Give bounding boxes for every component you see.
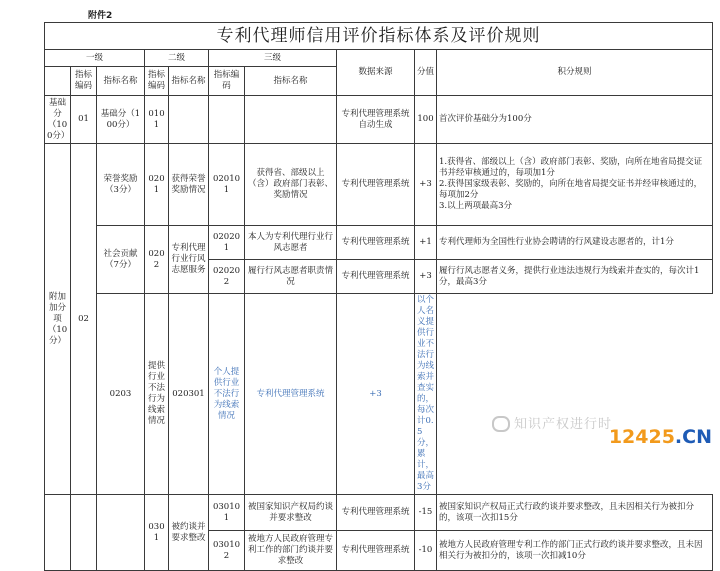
- header-l1-code: 指标编码: [71, 67, 97, 96]
- interview-r2-score: -10: [415, 531, 437, 571]
- interview-r1-desc: 被国家知识产权局约谈并要求整改: [245, 495, 337, 531]
- clue-code-parent: 0203: [97, 294, 145, 495]
- social-r1-code: 020201: [209, 226, 245, 260]
- clue-desc: 个人提供行业不法行为线索情况: [209, 294, 245, 495]
- social-r2-code: 020202: [209, 260, 245, 294]
- social-r1-rule: 专利代理师为全国性行业协会聘请的行风建设志愿者的，计1分: [437, 226, 713, 260]
- header-l3-name: 指标名称: [245, 67, 337, 96]
- l1-category: 基础分（100分）: [45, 96, 71, 144]
- header-source: 数据来源: [337, 50, 415, 96]
- header-l2-name: 指标名称: [169, 67, 209, 96]
- l3-code: [209, 96, 245, 144]
- header-level1: 一级: [45, 50, 145, 67]
- honor-source: 专利代理管理系统: [337, 144, 415, 226]
- interview-r2-desc: 被地方人民政府管理专利工作的部门约谈并要求整改: [245, 531, 337, 571]
- interview-r1-score: -15: [415, 495, 437, 531]
- watermark: 知识产权进行时: [492, 413, 612, 433]
- honor-code: 0201: [145, 144, 169, 226]
- l3-name: [245, 96, 337, 144]
- social-name: 社会贡献（7分）: [97, 226, 145, 294]
- honor-l3-code: 020101: [209, 144, 245, 226]
- clue-source: 专利代理管理系统: [245, 294, 337, 495]
- interview-l1-blank: [45, 495, 71, 571]
- header-level3: 三级: [209, 50, 337, 67]
- score: 100: [415, 96, 437, 144]
- table-row: [45, 144, 713, 226]
- clue-score: +3: [337, 294, 415, 495]
- honor-name: 荣誉奖励（3分）: [97, 144, 145, 226]
- interview-code: 0301: [145, 495, 169, 571]
- honor-l3-name: 获得荣誉奖励情况: [169, 144, 209, 226]
- interview-r2-code: 030102: [209, 531, 245, 571]
- rule: 首次评价基础分为100分: [437, 96, 713, 144]
- social-r2-score: +3: [415, 260, 437, 294]
- header-l3-code: 指标编码: [209, 67, 245, 96]
- table-row: [45, 96, 713, 144]
- social-r2-source: 专利代理管理系统: [337, 260, 415, 294]
- honor-l3-desc: 获得省、部级以上（含）政府部门表彰、奖励情况: [245, 144, 337, 226]
- clue-code: 020301: [169, 294, 209, 495]
- logo-digits: 12425: [608, 426, 675, 448]
- clue-l3-name: 提供行业不法行为线索情况: [145, 294, 169, 495]
- table-row: [45, 294, 713, 495]
- clue-rule: 以个人名义提供行业不法行为线索并查实的，每次计0.5分，累计，最高3分: [415, 294, 437, 495]
- l1-code: 01: [71, 96, 97, 144]
- interview-l1-code: [71, 495, 97, 571]
- l2-code: 0101: [145, 96, 169, 144]
- social-r2-rule: 履行行风志愿者义务，提供行业违法违规行为线索并查实的，每次计1分，最高3分: [437, 260, 713, 294]
- extra-code: 02: [71, 144, 97, 495]
- social-r1-score: +1: [415, 226, 437, 260]
- interview-r1-source: 专利代理管理系统: [337, 495, 415, 531]
- honor-score: +3: [415, 144, 437, 226]
- logo-suffix: .CN: [674, 426, 712, 448]
- extra-category: 附加加分项（10分）: [45, 144, 71, 495]
- interview-name: 被约谈并要求整改: [169, 495, 209, 571]
- interview-r1-rule: 被国家知识产权局正式行政约谈并要求整改，且未因相关行为被扣分的，该项一次扣15分: [437, 495, 713, 531]
- l1-name: 基础分（100分）: [97, 96, 145, 144]
- header-rule: 积分规则: [437, 50, 713, 96]
- source: 专利代理管理系统自动生成: [337, 96, 415, 144]
- attachment-label: 附件2: [88, 11, 113, 21]
- honor-rule: 1.获得省、部级以上（含）政府部门表彰、奖励，向所在地省局提交证书并经审核通过的，每项加1分 2.获得国家级表彰、奖励的，向所在地省局提交证书并经审核通过的，每项加2分 3.以上两项最高3分: [437, 144, 713, 226]
- evaluation-table: [44, 22, 713, 571]
- header-score: 分值: [415, 50, 437, 96]
- interview-r2-source: 专利代理管理系统: [337, 531, 415, 571]
- social-l3-name: 专利代理行业行风志愿服务: [169, 226, 209, 294]
- header-level2: 二级: [145, 50, 209, 67]
- table-row: [45, 226, 713, 260]
- header-l2-code: 指标编码: [145, 67, 169, 96]
- table-title: 专利代理师信用评价指标体系及评价规则: [45, 23, 713, 50]
- wechat-icon: [492, 416, 510, 432]
- social-r2-desc: 履行行风志愿者职责情况: [245, 260, 337, 294]
- social-r1-source: 专利代理管理系统: [337, 226, 415, 260]
- interview-r1-code: 030101: [209, 495, 245, 531]
- site-logo: [609, 426, 712, 448]
- header-l1-name: 指标名称: [97, 67, 145, 96]
- interview-r2-rule: 被地方人民政府管理专利工作的部门正式行政约谈并要求整改，且未因相关行为被扣分的，该项一次扣减10分: [437, 531, 713, 571]
- interview-l1-name: [97, 495, 145, 571]
- social-code: 0202: [145, 226, 169, 294]
- social-r1-desc: 本人为专利代理行业行风志愿者: [245, 226, 337, 260]
- l2-name: [169, 96, 209, 144]
- table-row: [45, 495, 713, 531]
- header-blank: [45, 67, 71, 96]
